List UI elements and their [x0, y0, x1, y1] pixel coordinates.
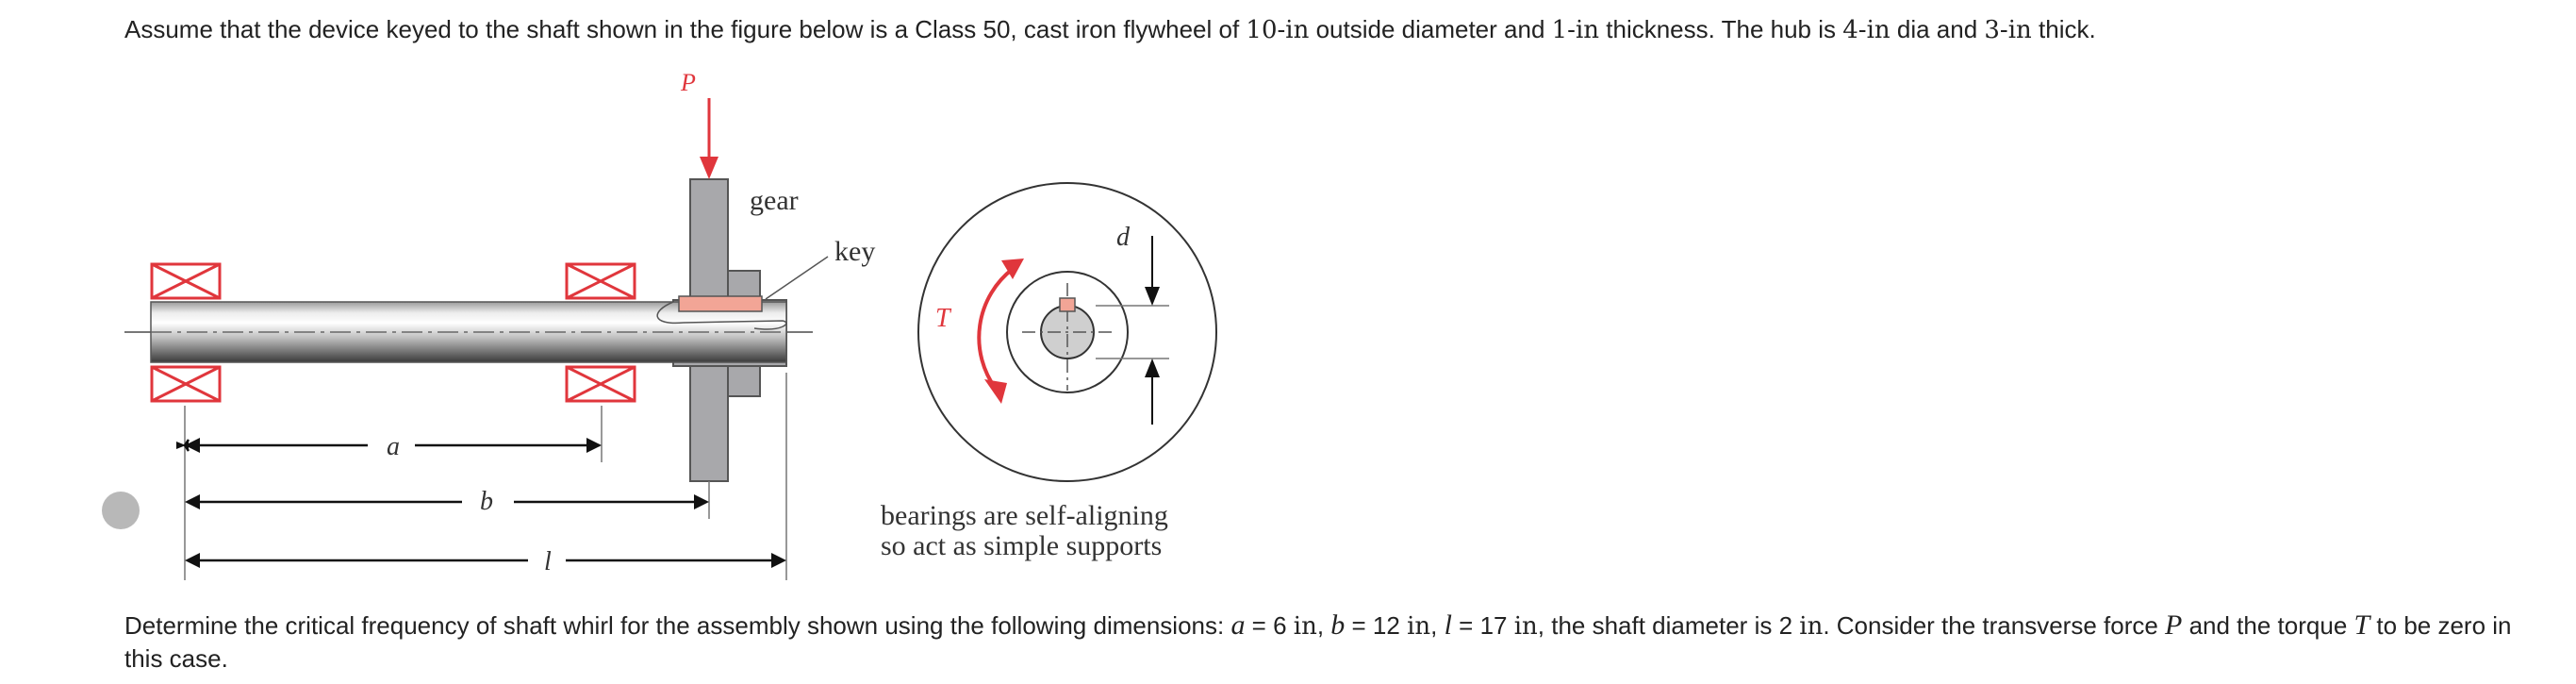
problem-question: Determine the critical frequency of shaft whirl for the assembly shown using the following dimensions: a = 6 in, b = 12 in, l = 17 in, the shaft diameter is 2 in. Consider the transverse force P and the torque T to be zero in this case.: [124, 609, 2512, 673]
dimension-a-label: a: [387, 432, 400, 461]
bearing-note-line2: so act as simple supports: [881, 530, 1163, 561]
key-leader-line: [766, 257, 828, 299]
bearing-note-line1: bearings are self-aligning: [881, 500, 1168, 531]
problem-intro: Assume that the device keyed to the shaft shown in the figure below is a Class 50, cast iron flywheel of 10-in outside diameter and 1-in thickness. The hub is 4-in dia and 3-in thick.: [124, 15, 2096, 44]
diameter-label: d: [1116, 223, 1130, 252]
key: [679, 296, 762, 311]
force-label: P: [681, 69, 696, 96]
dimension-l-label: l: [544, 547, 552, 576]
bearing-right-bottom: [567, 367, 635, 401]
gear-label: gear: [750, 185, 799, 216]
dimension-b-label: b: [480, 487, 493, 516]
key-label: key: [834, 236, 876, 267]
torque-label: T: [935, 304, 950, 333]
bearing-right-top: [567, 264, 635, 298]
force-arrow: [700, 98, 718, 179]
status-dot: [102, 492, 140, 529]
bearing-left-bottom: [152, 367, 220, 401]
bearing-left-top: [152, 264, 220, 298]
gear-end-view: [918, 183, 1216, 481]
